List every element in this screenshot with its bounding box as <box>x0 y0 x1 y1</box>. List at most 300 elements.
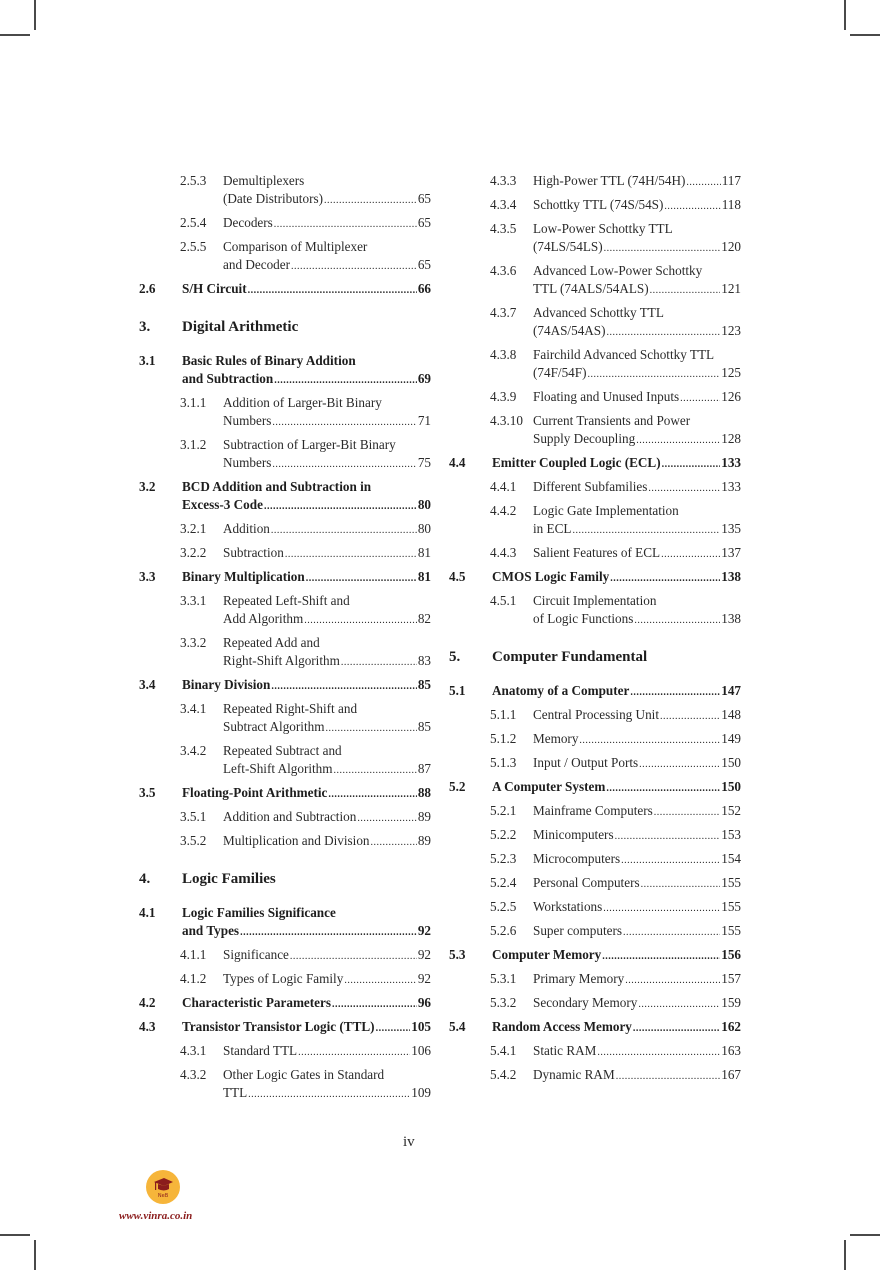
dot-leader <box>616 1068 721 1086</box>
title-text: Significance <box>223 947 289 962</box>
dot-leader <box>630 684 720 702</box>
section-title <box>223 520 431 540</box>
toc-chapter-heading[interactable] <box>139 318 431 336</box>
section-number: 4.5 <box>449 569 466 584</box>
title-text: Excess-3 Code <box>182 497 263 512</box>
title-text: High-Power TTL (74H/54H) <box>533 173 686 188</box>
title-last-line <box>223 946 431 966</box>
section-title <box>533 388 741 408</box>
toc-entry[interactable] <box>449 262 741 300</box>
title-text: S/H Circuit <box>182 281 247 296</box>
crop-mark-top-left-horizontal <box>0 34 30 36</box>
section-number: 4.3.10 <box>490 413 523 428</box>
section-title <box>223 436 431 474</box>
title-text: Different Subfamilies <box>533 479 648 494</box>
title-line: Logic Gate Implementation <box>533 503 679 518</box>
crop-mark-bottom-left-horizontal <box>0 1234 30 1236</box>
section-title <box>182 478 431 516</box>
section-title <box>223 832 431 852</box>
title-last-line <box>492 778 741 798</box>
dot-leader <box>625 972 720 990</box>
title-last-line <box>533 196 741 216</box>
title-text: (Date Distributors) <box>223 191 323 206</box>
section-number: 3.2.1 <box>180 521 207 536</box>
title-text: Emitter Coupled Logic (ECL) <box>492 455 661 470</box>
toc-entry[interactable] <box>449 454 741 474</box>
page-ref: 106 <box>411 1043 431 1058</box>
title-text: Types of Logic Family <box>223 971 344 986</box>
page-ref: 85 <box>417 677 431 692</box>
title-last-line <box>533 802 741 822</box>
toc-entry[interactable] <box>139 238 431 276</box>
section-title <box>223 634 431 672</box>
toc-entry[interactable] <box>449 706 741 726</box>
section-number: 4.1.2 <box>180 971 207 986</box>
title-text: Decoders <box>223 215 273 230</box>
dot-leader <box>328 786 416 804</box>
section-number: 5.1 <box>449 683 466 698</box>
toc-entry[interactable] <box>139 592 431 630</box>
section-number: 3.4 <box>139 677 156 692</box>
page-ref: 162 <box>721 1019 741 1034</box>
section-title <box>533 730 741 750</box>
title-text: Subtract Algorithm <box>223 719 325 734</box>
title-last-line <box>182 568 431 588</box>
section-number: 4.3.3 <box>490 173 517 188</box>
section-number: 3.2 <box>139 479 156 494</box>
section-number: 4.3.1 <box>180 1043 207 1058</box>
title-last-line <box>223 256 431 276</box>
section-number: 4.3.4 <box>490 197 517 212</box>
toc-entry[interactable] <box>139 1042 431 1062</box>
toc-entry[interactable] <box>449 592 741 630</box>
title-line: Circuit Implementation <box>533 593 657 608</box>
crop-mark-top-right-vertical <box>844 0 846 30</box>
toc-entry[interactable] <box>449 730 741 750</box>
page-ref: 138 <box>721 611 741 626</box>
section-title <box>223 394 431 432</box>
svg-text:NeB: NeB <box>157 1193 169 1199</box>
page-ref: 66 <box>417 281 431 296</box>
section-number: 3.3.1 <box>180 593 207 608</box>
title-text: (74LS/54LS) <box>533 239 603 254</box>
toc-entry[interactable] <box>139 1018 431 1038</box>
dot-leader <box>638 996 720 1014</box>
title-text: Multiplication and Division <box>223 833 370 848</box>
section-title <box>492 1018 741 1038</box>
toc-entry[interactable] <box>449 544 741 564</box>
page-ref: 149 <box>721 731 741 746</box>
section-title <box>223 808 431 828</box>
title-text: Microcomputers <box>533 851 621 866</box>
section-number: 3.5 <box>139 785 156 800</box>
page-ref: 148 <box>721 707 741 722</box>
dot-leader <box>660 708 720 726</box>
section-title <box>533 802 741 822</box>
title-text: Salient Features of ECL <box>533 545 661 560</box>
title-line: Logic Families Significance <box>182 905 336 920</box>
section-title <box>223 1066 431 1104</box>
page-ref: 65 <box>417 215 431 230</box>
section-title <box>182 994 431 1014</box>
toc-entry[interactable] <box>139 394 431 432</box>
toc-entry[interactable] <box>139 280 431 300</box>
page-ref: 65 <box>417 191 431 206</box>
title-text: and Decoder <box>223 257 290 272</box>
section-number: 5.1.3 <box>490 755 517 770</box>
section-number: 3.1.1 <box>180 395 207 410</box>
section-title <box>223 238 431 276</box>
section-title <box>533 262 741 300</box>
section-title <box>533 592 741 630</box>
toc-entry[interactable] <box>449 898 741 918</box>
title-text: (74F/54F) <box>533 365 587 380</box>
section-title: Logic Families <box>182 871 276 887</box>
toc-entry[interactable] <box>449 502 741 540</box>
page-ref: 92 <box>417 923 431 938</box>
section-title <box>223 970 431 990</box>
title-last-line <box>533 238 741 258</box>
toc-entry[interactable] <box>449 196 741 216</box>
section-title <box>223 700 431 738</box>
section-title <box>182 784 431 804</box>
section-title <box>533 922 741 942</box>
title-last-line <box>533 730 741 750</box>
page-ref: 156 <box>721 947 741 962</box>
title-text: Right-Shift Algorithm <box>223 653 340 668</box>
section-number: 5.4.2 <box>490 1067 517 1082</box>
page-ref: 81 <box>417 569 431 584</box>
page-ref: 167 <box>721 1067 741 1082</box>
page-ref: 150 <box>721 755 741 770</box>
section-number: 4. <box>139 871 151 887</box>
title-text: and Subtraction <box>182 371 274 386</box>
section-number: 5.3.2 <box>490 995 517 1010</box>
title-text: (74AS/54AS) <box>533 323 606 338</box>
dot-leader <box>588 366 721 384</box>
title-last-line <box>182 1018 431 1038</box>
toc-entry[interactable] <box>449 754 741 774</box>
toc-entry[interactable] <box>139 214 431 234</box>
page-ref: 80 <box>417 497 431 512</box>
title-last-line <box>492 946 741 966</box>
dot-leader <box>376 1020 411 1038</box>
section-title <box>223 592 431 630</box>
title-text: Memory <box>533 731 579 746</box>
section-title: Computer Fundamental <box>492 649 648 665</box>
section-title <box>533 898 741 918</box>
page-ref: 159 <box>721 995 741 1010</box>
dot-leader <box>334 762 417 780</box>
page-ref: 155 <box>721 899 741 914</box>
section-number: 2.5.4 <box>180 215 207 230</box>
toc-entry[interactable] <box>139 520 431 540</box>
title-text: Anatomy of a Computer <box>492 683 630 698</box>
section-title <box>533 970 741 990</box>
dot-leader <box>271 522 417 540</box>
toc-entry[interactable] <box>449 1066 741 1086</box>
title-last-line <box>223 214 431 234</box>
dot-leader <box>371 834 417 852</box>
dot-leader <box>272 414 416 432</box>
section-title <box>533 220 741 258</box>
section-title <box>533 412 741 450</box>
page-ref: 123 <box>721 323 741 338</box>
toc-entry[interactable] <box>139 700 431 738</box>
toc-entry[interactable] <box>139 904 431 942</box>
section-number: 3.3.2 <box>180 635 207 650</box>
title-text: Left-Shift Algorithm <box>223 761 333 776</box>
title-last-line <box>533 610 741 630</box>
title-last-line <box>533 826 741 846</box>
section-title <box>492 946 741 966</box>
section-title <box>533 346 741 384</box>
page-ref: 71 <box>417 413 431 428</box>
dot-leader <box>285 546 417 564</box>
dot-leader <box>357 810 416 828</box>
toc-entry[interactable] <box>449 1018 741 1038</box>
toc-entry[interactable] <box>139 832 431 852</box>
dot-leader <box>306 570 417 588</box>
title-last-line <box>223 544 431 564</box>
section-title <box>182 568 431 588</box>
toc-entry[interactable] <box>139 436 431 474</box>
toc-entry[interactable] <box>449 874 741 894</box>
title-text: A Computer System <box>492 779 606 794</box>
title-last-line <box>533 430 741 450</box>
dot-leader <box>641 876 721 894</box>
dot-leader <box>610 570 720 588</box>
page-ref: 153 <box>721 827 741 842</box>
toc-entry[interactable] <box>449 478 741 498</box>
title-last-line <box>533 706 741 726</box>
section-title <box>533 478 741 498</box>
toc-entry[interactable] <box>449 922 741 942</box>
toc-entry[interactable] <box>449 1042 741 1062</box>
section-number: 4.3.6 <box>490 263 517 278</box>
title-last-line <box>182 784 431 804</box>
title-text: Dynamic RAM <box>533 1067 615 1082</box>
title-last-line <box>223 190 431 210</box>
toc-entry[interactable] <box>449 346 741 384</box>
title-text: TTL <box>223 1085 248 1100</box>
page-ref: 137 <box>721 545 741 560</box>
section-number: 4.4.1 <box>490 479 517 494</box>
page-ref: 133 <box>721 455 741 470</box>
section-title <box>533 544 741 564</box>
dot-leader <box>634 612 720 630</box>
section-title <box>533 874 741 894</box>
section-number: 5.1.2 <box>490 731 517 746</box>
toc-entry[interactable] <box>449 682 741 702</box>
title-last-line <box>533 850 741 870</box>
toc-entry[interactable] <box>139 676 431 696</box>
title-line: Current Transients and Power <box>533 413 691 428</box>
page-ref: 92 <box>417 947 431 962</box>
dot-leader <box>604 240 721 258</box>
section-number: 3.1.2 <box>180 437 207 452</box>
section-number: 3.3 <box>139 569 156 584</box>
toc-entry[interactable] <box>449 970 741 990</box>
page-ref: 105 <box>411 1019 431 1034</box>
section-number: 2.6 <box>139 281 156 296</box>
toc-entry[interactable] <box>449 802 741 822</box>
page-ref: 109 <box>411 1085 431 1100</box>
toc-entry[interactable] <box>139 172 431 210</box>
title-last-line <box>223 1084 431 1104</box>
title-line: Repeated Subtract and <box>223 743 342 758</box>
toc-entry[interactable] <box>449 568 741 588</box>
page-ref: 157 <box>721 971 741 986</box>
page-ref: 155 <box>721 875 741 890</box>
section-title <box>533 304 741 342</box>
section-title <box>533 196 741 216</box>
toc-entry[interactable] <box>139 544 431 564</box>
page-ref: 125 <box>721 365 741 380</box>
toc-entry[interactable] <box>139 634 431 672</box>
crop-mark-top-left-vertical <box>34 0 36 30</box>
toc-entry[interactable] <box>449 304 741 342</box>
section-number: 3.4.2 <box>180 743 207 758</box>
section-number: 4.1 <box>139 905 156 920</box>
section-number: 3.5.1 <box>180 809 207 824</box>
title-text: Addition and Subtraction <box>223 809 357 824</box>
dot-leader <box>572 522 720 540</box>
section-number: 4.3.9 <box>490 389 517 404</box>
section-title <box>182 352 431 390</box>
title-last-line <box>182 922 431 942</box>
toc-entry[interactable] <box>449 388 741 408</box>
toc-entry[interactable] <box>139 742 431 780</box>
dot-leader <box>248 1086 410 1104</box>
dot-leader <box>603 900 720 918</box>
title-text: Subtraction <box>223 545 284 560</box>
dot-leader <box>621 852 720 870</box>
page-ref: 121 <box>721 281 741 296</box>
section-title <box>492 778 741 798</box>
dot-leader <box>615 828 721 846</box>
section-number: 4.5.1 <box>490 593 517 608</box>
title-last-line <box>533 754 741 774</box>
title-line: Advanced Low-Power Schottky <box>533 263 703 278</box>
section-title <box>182 676 431 696</box>
section-title <box>533 502 741 540</box>
toc-entry[interactable] <box>139 946 431 966</box>
toc-entry[interactable] <box>449 172 741 192</box>
section-title <box>492 682 741 702</box>
section-title <box>223 214 431 234</box>
toc-entry[interactable] <box>139 478 431 516</box>
title-line: Comparison of Multiplexer <box>223 239 368 254</box>
toc-entry[interactable] <box>139 994 431 1014</box>
toc-entry[interactable] <box>139 352 431 390</box>
dot-leader <box>271 678 417 696</box>
section-number: 5.2.2 <box>490 827 517 842</box>
section-number: 3.4.1 <box>180 701 207 716</box>
title-text: Floating-Point Arithmetic <box>182 785 328 800</box>
page-ref: 88 <box>417 785 431 800</box>
section-number: 4.3.5 <box>490 221 517 236</box>
page-ref: 154 <box>721 851 741 866</box>
title-text: Schottky TTL (74S/54S) <box>533 197 664 212</box>
title-line: Subtraction of Larger-Bit Binary <box>223 437 396 452</box>
title-last-line <box>182 994 431 1014</box>
toc-entry[interactable] <box>139 970 431 990</box>
section-number: 5.4 <box>449 1019 466 1034</box>
title-last-line <box>533 478 741 498</box>
page-ref: 65 <box>417 257 431 272</box>
title-last-line <box>492 454 741 474</box>
section-title <box>223 1042 431 1062</box>
title-last-line <box>533 898 741 918</box>
title-text: Personal Computers <box>533 875 640 890</box>
toc-entry[interactable] <box>449 826 741 846</box>
title-last-line <box>533 544 741 564</box>
section-title <box>182 1018 431 1038</box>
title-text: Computer Memory <box>492 947 602 962</box>
section-number: 4.2 <box>139 995 156 1010</box>
toc-entry[interactable] <box>139 808 431 828</box>
toc-entry[interactable] <box>449 412 741 450</box>
toc-chapter-heading[interactable] <box>139 870 431 888</box>
title-last-line <box>533 280 741 300</box>
toc-entry[interactable] <box>139 1066 431 1104</box>
title-line: Addition of Larger-Bit Binary <box>223 395 382 410</box>
title-last-line <box>533 922 741 942</box>
title-text: Secondary Memory <box>533 995 638 1010</box>
dot-leader <box>272 456 416 474</box>
title-text: Workstations <box>533 899 603 914</box>
section-number: 4.4 <box>449 455 466 470</box>
title-last-line <box>223 454 431 474</box>
title-last-line <box>223 808 431 828</box>
title-text: Binary Division <box>182 677 271 692</box>
page-ref: 89 <box>417 833 431 848</box>
title-text: Supply Decoupling <box>533 431 636 446</box>
page-ref: 155 <box>721 923 741 938</box>
title-last-line <box>223 970 431 990</box>
dot-leader <box>341 654 417 672</box>
toc-entry[interactable] <box>139 784 431 804</box>
page-ref: 96 <box>417 995 431 1010</box>
section-title <box>223 742 431 780</box>
title-last-line <box>533 970 741 990</box>
toc-entry[interactable] <box>449 850 741 870</box>
section-number: 5.2 <box>449 779 466 794</box>
title-line: Demultiplexers <box>223 173 305 188</box>
toc-entry[interactable] <box>139 568 431 588</box>
page-ref: 163 <box>721 1043 741 1058</box>
toc-entry[interactable] <box>449 220 741 258</box>
dot-leader <box>607 324 721 342</box>
section-title <box>533 994 741 1014</box>
toc-entry[interactable] <box>449 994 741 1014</box>
title-text: Central Processing Unit <box>533 707 659 722</box>
title-line: Repeated Right-Shift and <box>223 701 358 716</box>
dot-leader <box>332 996 417 1014</box>
dot-leader <box>290 948 417 966</box>
toc-chapter-heading[interactable] <box>449 648 741 666</box>
section-title <box>182 904 431 942</box>
page-ref: 128 <box>721 431 741 446</box>
section-number: 3.5.2 <box>180 833 207 848</box>
dot-leader <box>636 432 720 450</box>
title-last-line <box>182 370 431 390</box>
toc-entry[interactable] <box>449 778 741 798</box>
section-number: 3. <box>139 319 151 335</box>
toc-entry[interactable] <box>449 946 741 966</box>
title-last-line <box>533 322 741 342</box>
